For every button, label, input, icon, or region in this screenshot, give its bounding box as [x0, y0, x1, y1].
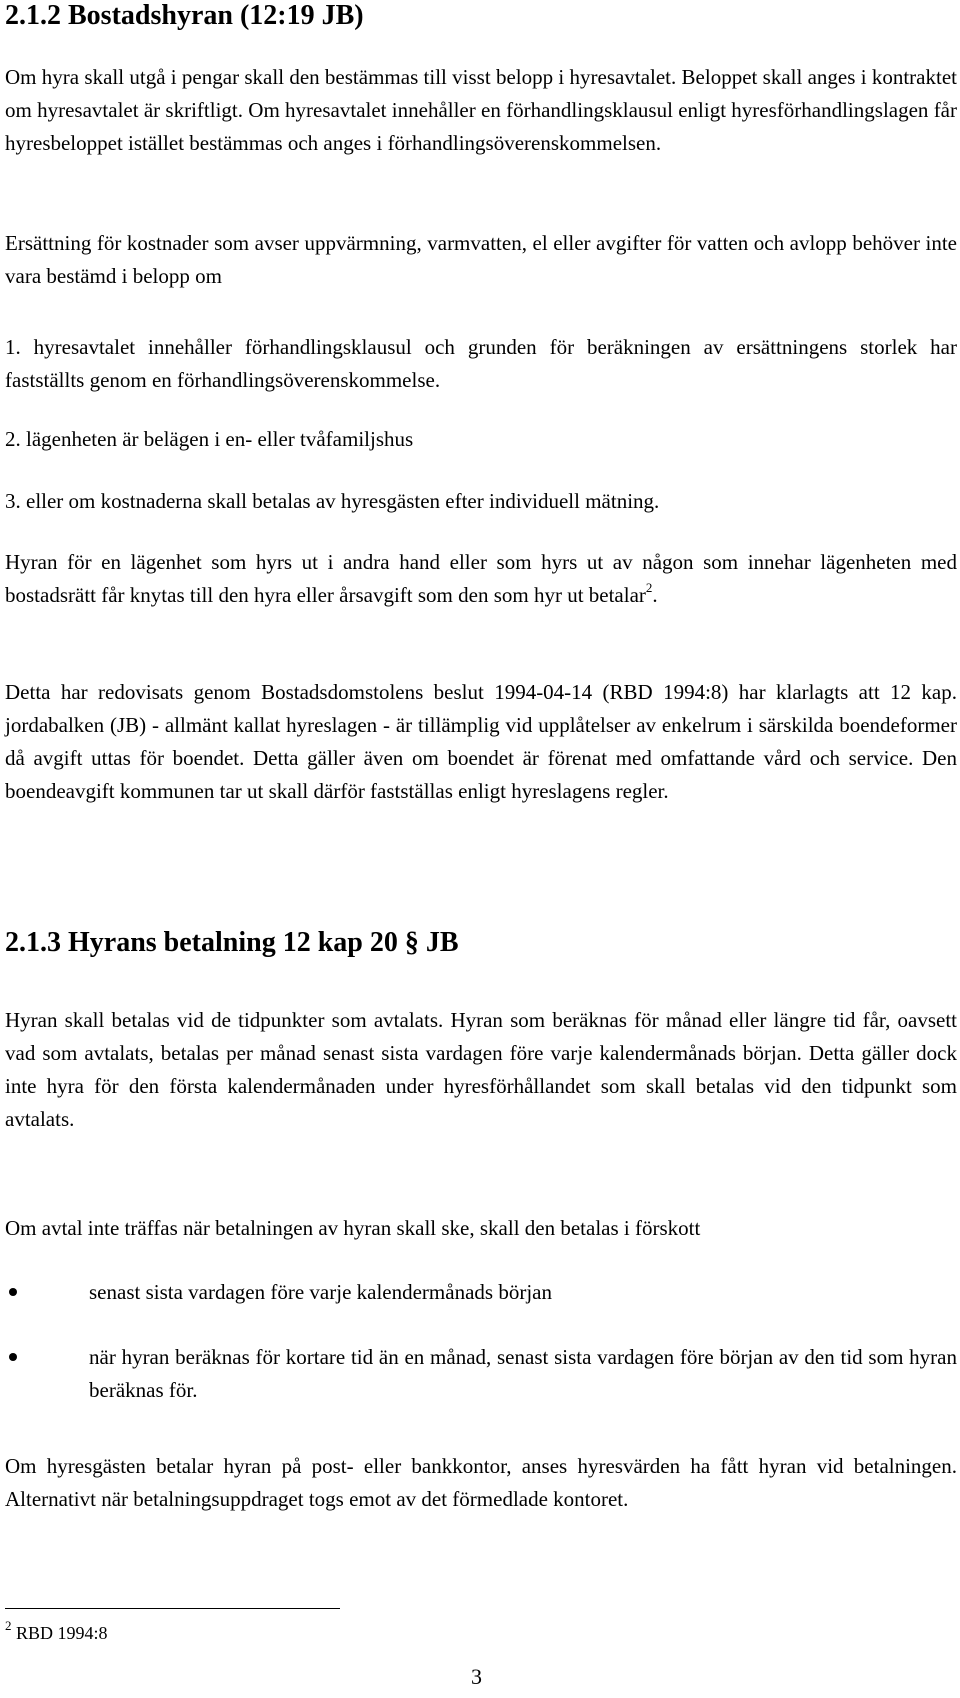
bullet-list [5, 1276, 957, 1309]
paragraph-andra-hand-text: Hyran för en lägenhet som hyrs ut i andra hand eller som hyrs ut av någon som innehar lägenheten med bostadsrätt får knytas till den hyra eller årsavgift som den som hyr ut betalar [5, 550, 957, 607]
footnote-text: RBD 1994:8 [11, 1623, 108, 1643]
paragraph-bostadsdomstolen: Detta har redovisats genom Bostadsdomstolens beslut 1994-04-14 (RBD 1994:8) har klarlagts att 12 kap. jordabalken (JB) - allmänt kallat hyreslagen - är tillämplig vid upplåtelser av enkelrum i särskilda boendeformer då avgift uttas för boendet. Detta gäller även om boendet är förenat med omfattande vård och service. Den boendeavgift kommunen tar ut skall därför fastställas enligt hyreslagens regler. [5, 680, 957, 803]
paragraph-ersattning: Ersättning för kostnader som avser uppvärmning, varmvatten, el eller avgifter för vatten och avlopp behöver inte vara bestämd i belopp om [5, 231, 957, 288]
paragraph-andra-hand-end: . [652, 583, 658, 607]
list-item-text: senast sista vardagen före varje kalendermånads början [89, 1280, 552, 1304]
footnote [5, 1620, 108, 1646]
footnote-reference[interactable]: 2 [645, 580, 653, 595]
list-item-text: när hyran beräknas för kortare tid än en månad, senast sista vardagen före början av den tid som hyran beräknas för. [89, 1345, 957, 1402]
paragraph-post-bankkontor: Om hyresgästen betalar hyran på post- eller bankkontor, anses hyresvärden ha fått hyran vid betalningen. Alternativt när betalningsuppdraget togs emot av det förmedlade kontoret. [5, 1454, 957, 1511]
bullet-icon [9, 1353, 17, 1361]
numbered-item-2: 2. lägenheten är belägen i en- eller tvåfamiljshus [5, 427, 414, 451]
footnote-marker: 2 [5, 1618, 12, 1633]
footnote-divider [5, 1608, 340, 1609]
list-item [5, 1276, 957, 1309]
numbered-item-3: 3. eller om kostnaderna skall betalas av hyresgästen efter individuell mätning. [5, 489, 660, 513]
bullet-list [5, 1341, 957, 1407]
section-heading-bostadshyran: 2.1.2 Bostadshyran (12:19 JB) [5, 0, 364, 31]
paragraph-andra-hand [5, 546, 957, 612]
numbered-item-1: 1. hyresavtalet innehåller förhandlingsklausul och grunden för beräkningen av ersättningens storlek har fastställts genom en förhandlingsöverenskommelse. [5, 335, 957, 392]
list-item [5, 1341, 957, 1407]
paragraph-hyra-belopp: Om hyra skall utgå i pengar skall den bestämmas till visst belopp i hyresavtalet. Beloppet skall anges i kontraktet om hyresavtalet är skriftligt. Om hyresavtalet innehåller en förhandlingsklausul enligt hyresförhandlingslagen får hyresbeloppet istället bestämmas och anges i förhandlingsöverenskommelsen. [5, 65, 957, 155]
section-heading-hyrans-betalning: 2.1.3 Hyrans betalning 12 kap 20 § JB [5, 927, 459, 958]
bullet-icon [9, 1288, 17, 1296]
paragraph-betalningstidpunkt: Hyran skall betalas vid de tidpunkter som avtalats. Hyran som beräknas för månad eller längre tid får, oavsett vad som avtalats, betalas per månad senast sista vardagen före varje kalendermånads början. Detta gäller dock inte hyra för den första kalendermånaden under hyresförhållandet som skall betalas vid den tidpunkt som avtalats. [5, 1008, 957, 1131]
page-number: 3 [471, 1664, 482, 1689]
paragraph-forskott: Om avtal inte träffas när betalningen av hyran skall ske, skall den betalas i förskott [5, 1216, 701, 1240]
